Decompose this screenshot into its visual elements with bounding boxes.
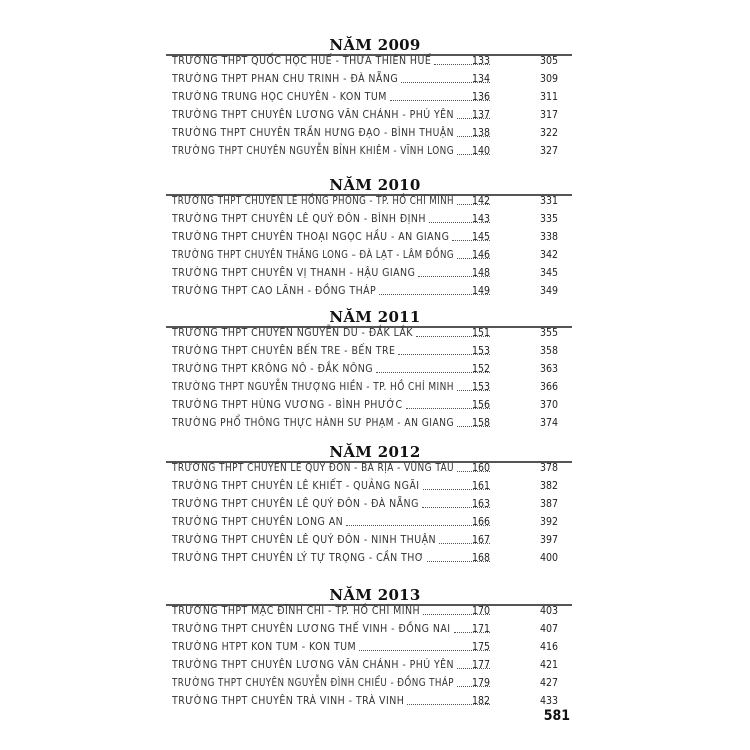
start-page: 158 xyxy=(471,417,490,429)
answer-page: 366 xyxy=(539,381,558,393)
school-name: TRƯỜNG THPT CHUYÊN LƯƠNG THẾ VINH - ĐỒNG NAI xyxy=(172,623,451,635)
start-page: 152 xyxy=(471,363,490,375)
start-page: 170 xyxy=(471,605,490,617)
start-page: 182 xyxy=(471,695,490,707)
answer-page: 392 xyxy=(539,516,558,528)
start-page: 137 xyxy=(471,109,490,121)
answer-page: 407 xyxy=(539,623,558,635)
answer-page: 427 xyxy=(539,677,558,689)
answer-page: 355 xyxy=(539,327,558,339)
toc-entry xyxy=(172,623,572,641)
start-page: 143 xyxy=(471,213,490,225)
answer-page: 317 xyxy=(539,109,558,121)
start-page: 160 xyxy=(471,462,490,474)
section-year-heading: NĂM 2012 xyxy=(329,443,421,461)
answer-page: 349 xyxy=(539,285,558,297)
school-name: TRƯỜNG THPT CHUYÊN NGUYỄN DU - ĐẮK LẮK xyxy=(172,327,413,339)
school-name: TRƯỜNG THPT CHUYÊN LÊ QUÝ ĐÔN - ĐÀ NẴNG xyxy=(172,498,419,510)
school-name: TRƯỜNG THPT CHUYÊN LƯƠNG VĂN CHÁNH - PHÚ YÊN xyxy=(172,109,454,121)
toc-entry xyxy=(172,267,572,285)
start-page: 153 xyxy=(471,345,490,357)
school-name: TRƯỜNG THPT HÙNG VƯƠNG - BÌNH PHƯỚC xyxy=(172,399,403,411)
answer-page: 305 xyxy=(539,55,558,67)
start-page: 142 xyxy=(471,195,490,207)
answer-page: 338 xyxy=(539,231,558,243)
section-year-heading: NĂM 2011 xyxy=(329,308,421,326)
answer-page: 342 xyxy=(539,249,558,261)
school-name: TRƯỜNG THPT CHUYÊN LÊ QUÝ ĐÔN - BÀ RỊA - VŨNG TÀU xyxy=(172,462,454,474)
start-page: 175 xyxy=(471,641,490,653)
toc-entry xyxy=(172,285,572,303)
school-name: TRƯỜNG THPT CHUYÊN TRÀ VINH - TRÀ VINH xyxy=(172,695,405,707)
school-name: TRƯỜNG THPT CHUYÊN NGUYỄN BỈNH KHIÊM - VĨNH LONG xyxy=(172,145,454,157)
toc-entry xyxy=(172,516,572,534)
toc-entry xyxy=(172,345,572,363)
toc-entry xyxy=(172,327,572,345)
start-page: 138 xyxy=(471,127,490,139)
school-name: TRƯỜNG THPT CHUYÊN BẾN TRE - BẾN TRE xyxy=(172,345,396,357)
toc-entry xyxy=(172,249,572,267)
answer-page: 322 xyxy=(539,127,558,139)
start-page: 136 xyxy=(471,91,490,103)
school-name: TRƯỜNG PHỔ THÔNG THỰC HÀNH SƯ PHẠM - AN GIANG xyxy=(172,417,454,429)
toc-entry xyxy=(172,695,572,713)
school-name: TRƯỜNG THPT CHUYÊN THĂNG LONG – ĐÀ LẠT - LÂM ĐỒNG xyxy=(172,249,454,261)
start-page: 134 xyxy=(471,73,490,85)
school-name: TRƯỜNG THPT CHUYÊN LÊ HỒNG PHONG - TP. HỒ CHÍ MINH xyxy=(172,195,454,207)
toc-entry xyxy=(172,417,572,435)
answer-page: 345 xyxy=(539,267,558,279)
start-page: 140 xyxy=(471,145,490,157)
answer-page: 370 xyxy=(539,399,558,411)
toc-entry xyxy=(172,231,572,249)
answer-page: 358 xyxy=(539,345,558,357)
start-page: 168 xyxy=(471,552,490,564)
toc-entry xyxy=(172,73,572,91)
answer-page: 327 xyxy=(539,145,558,157)
answer-page: 331 xyxy=(539,195,558,207)
start-page: 145 xyxy=(471,231,490,243)
toc-entry xyxy=(172,55,572,73)
toc-entry xyxy=(172,480,572,498)
toc-entry xyxy=(172,677,572,695)
answer-page: 416 xyxy=(539,641,558,653)
school-name: TRƯỜNG THPT PHAN CHU TRINH - ĐÀ NẴNG xyxy=(172,73,399,85)
answer-page: 335 xyxy=(539,213,558,225)
answer-page: 311 xyxy=(539,91,558,103)
toc-entry xyxy=(172,534,572,552)
start-page: 167 xyxy=(471,534,490,546)
answer-page: 363 xyxy=(539,363,558,375)
school-name: TRƯỜNG THPT CHUYÊN VỊ THANH - HẬU GIANG xyxy=(172,267,416,279)
toc-entry xyxy=(172,641,572,659)
school-name: TRƯỜNG THPT CHUYÊN LÊ QUÝ ĐÔN - NINH THUẬN xyxy=(172,534,437,546)
start-page: 156 xyxy=(471,399,490,411)
start-page: 153 xyxy=(471,381,490,393)
school-name: TRƯỜNG TRUNG HỌC CHUYÊN - KON TUM xyxy=(172,91,387,103)
answer-page: 387 xyxy=(539,498,558,510)
section-year-heading: NĂM 2010 xyxy=(329,176,421,194)
page-number: 581 xyxy=(543,708,570,724)
school-name: TRƯỜNG THPT CHUYÊN LONG AN xyxy=(172,516,344,528)
start-page: 149 xyxy=(471,285,490,297)
answer-page: 374 xyxy=(539,417,558,429)
answer-page: 403 xyxy=(539,605,558,617)
school-name: TRƯỜNG THPT CHUYÊN THOẠI NGỌC HẦU - AN GIANG xyxy=(172,231,450,243)
toc-entry xyxy=(172,381,572,399)
school-name: TRƯỜNG THPT CHUYÊN LÊ QUÝ ĐÔN - BÌNH ĐỊNH xyxy=(172,213,426,225)
start-page: 171 xyxy=(471,623,490,635)
toc-entry xyxy=(172,91,572,109)
answer-page: 382 xyxy=(539,480,558,492)
start-page: 151 xyxy=(471,327,490,339)
school-name: TRƯỜNG THPT KRÔNG NÔ - ĐẮK NÔNG xyxy=(172,363,374,375)
answer-page: 378 xyxy=(539,462,558,474)
school-name: TRƯỜNG THPT MẠC ĐĨNH CHI - TP. HỒ CHÍ MINH xyxy=(172,605,421,617)
answer-page: 433 xyxy=(539,695,558,707)
toc-entry xyxy=(172,399,572,417)
toc-entry xyxy=(172,363,572,381)
start-page: 177 xyxy=(471,659,490,671)
start-page: 146 xyxy=(471,249,490,261)
toc-entry xyxy=(172,145,572,163)
school-name: TRƯỜNG THPT CHUYÊN NGUYỄN ĐÌNH CHIỂU - ĐỒNG THÁP xyxy=(172,677,454,689)
school-name: TRƯỜNG THPT CAO LÃNH - ĐỒNG THÁP xyxy=(172,285,377,297)
toc-entry xyxy=(172,109,572,127)
answer-page: 397 xyxy=(539,534,558,546)
start-page: 148 xyxy=(471,267,490,279)
start-page: 163 xyxy=(471,498,490,510)
toc-entry xyxy=(172,605,572,623)
answer-page: 400 xyxy=(539,552,558,564)
school-name: TRƯỜNG THPT CHUYÊN TRẦN HƯNG ĐẠO - BÌNH THUẬN xyxy=(172,127,454,139)
toc-entry xyxy=(172,498,572,516)
start-page: 179 xyxy=(471,677,490,689)
toc-entry xyxy=(172,213,572,231)
school-name: TRƯỜNG THPT CHUYÊN LƯƠNG VĂN CHÁNH - PHÚ YÊN xyxy=(172,659,454,671)
toc-entry xyxy=(172,552,572,570)
school-name: TRƯỜNG THPT QUỐC HỌC HUẾ - THỪA THIÊN HUẾ xyxy=(172,55,432,67)
section-year-heading: NĂM 2013 xyxy=(329,586,421,604)
school-name: TRƯỜNG THPT CHUYÊN LÊ KHIẾT - QUẢNG NGÃI xyxy=(172,480,420,492)
school-name: TRƯỜNG HTPT KON TUM - KON TUM xyxy=(172,641,357,653)
toc-entry xyxy=(172,659,572,677)
toc-entry xyxy=(172,195,572,213)
school-name: TRƯỜNG THPT NGUYỄN THƯỢNG HIỀN - TP. HỒ CHÍ MINH xyxy=(172,381,454,393)
answer-page: 309 xyxy=(539,73,558,85)
start-page: 166 xyxy=(471,516,490,528)
answer-page: 421 xyxy=(539,659,558,671)
toc-entry xyxy=(172,127,572,145)
toc-entry xyxy=(172,462,572,480)
start-page: 161 xyxy=(471,480,490,492)
start-page: 133 xyxy=(471,55,490,67)
section-year-heading: NĂM 2009 xyxy=(329,36,421,54)
school-name: TRƯỜNG THPT CHUYÊN LÝ TỰ TRỌNG - CẦN THƠ xyxy=(172,552,424,564)
